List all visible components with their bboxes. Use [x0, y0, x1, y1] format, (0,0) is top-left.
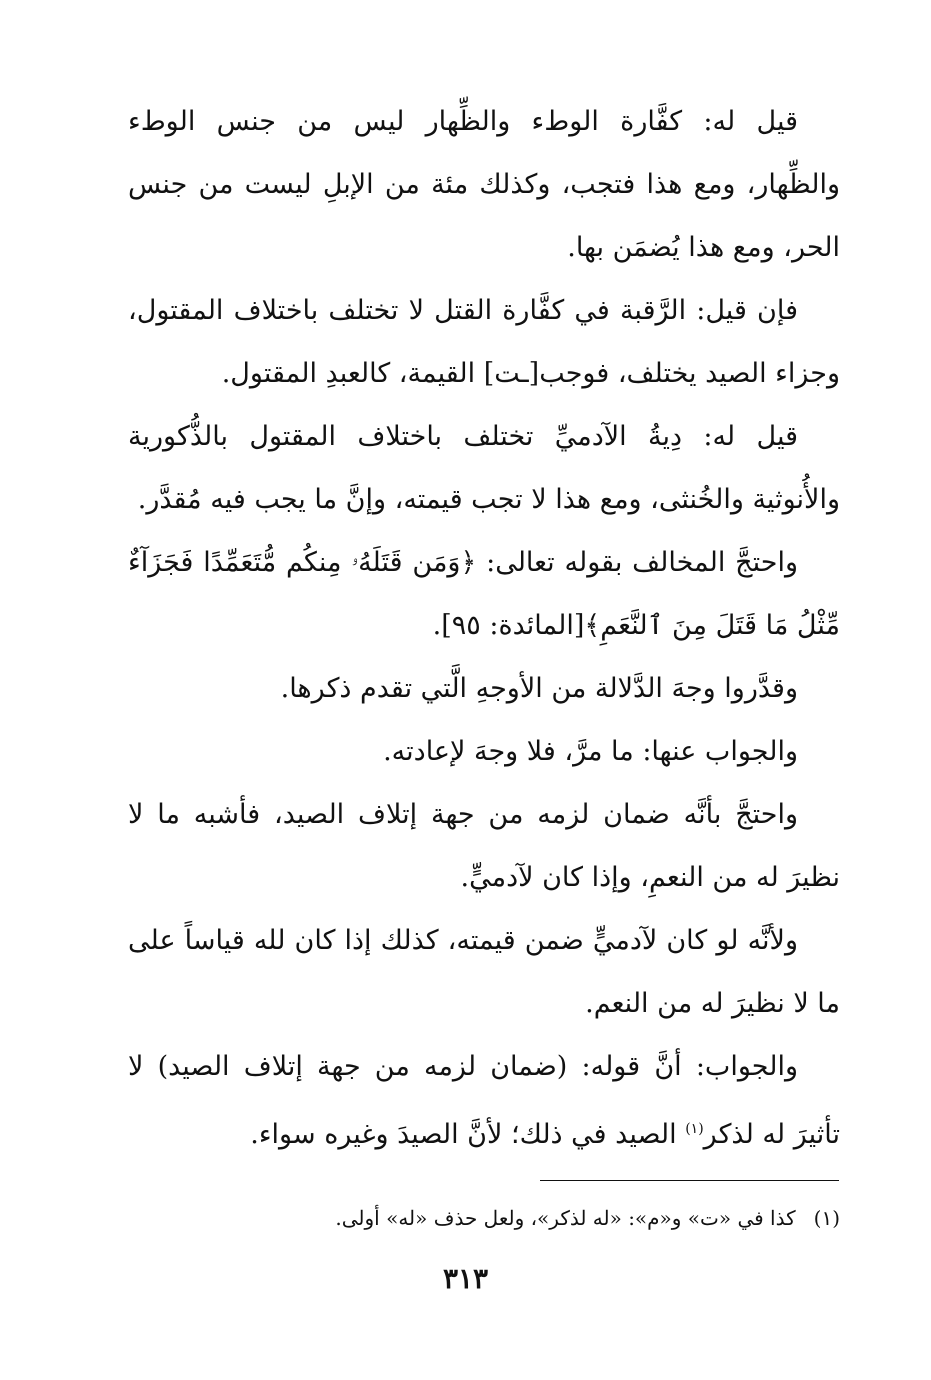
paragraph-8: ولأنَّه لو كان لآدميٍّ ضمن قيمته، كذلك إذا كان لله قياساً على ما لا نظيرَ له من النعم.	[128, 925, 840, 1019]
paragraph-9-start: والجواب: أنَّ قوله: (ضمان لزمه من جهة إتلاف الصيد) لا تأثيرَ له لذكر	[128, 1051, 840, 1150]
paragraph-4	[128, 531, 840, 657]
paragraph-9-end: الصيد في ذلك؛ لأنَّ الصيدَ وغيره سواء.	[250, 1119, 686, 1150]
footnote-reference: (١)	[685, 1121, 704, 1137]
paragraph-9	[128, 1035, 840, 1166]
paragraph-2: فإن قيل: الرَّقبة في كفَّارة القتل لا تختلف باختلاف المقتول، وجزاء الصيد يختلف، فوجب[ـت] القيمة، كالعبدِ المقتول.	[128, 295, 840, 389]
paragraph-3: قيل له: دِيةُ الآدميِّ تختلف باختلاف المقتول بالذُّكورية والأُنوثية والخُنثى، ومع هذا لا تجب قيمته، وإنَّ ما يجب فيه مُقدَّر.	[128, 421, 840, 515]
page-body	[128, 90, 840, 1166]
verse-reference: [المائدة: ٩٥].	[432, 610, 585, 641]
paragraph-7: واحتجَّ بأنَّه ضمان لزمه من جهة إتلاف الصيد، فأشبه ما لا نظيرَ له من النعمِ، وإذا كان لآدميٍّ.	[128, 799, 840, 893]
footnote-number: (١)	[813, 1206, 840, 1230]
paragraph-4-intro: واحتجَّ المخالف بقوله تعالى:	[476, 547, 798, 578]
quran-verse: ﴿وَمَن قَتَلَهُۥ مِنكُم مُّتَعَمِّدًا فَجَزَآءٌ مِّثْلُ مَا قَتَلَ مِنَ ٱلنَّعَمِ﴾	[128, 547, 840, 641]
paragraph-1: قيل له: كفَّارة الوطء والظِّهار ليس من جنس الوطء والظِّهار، ومع هذا فتجب، وكذلك مئة من الإبلِ ليست من جنس الحر، ومع هذا يُضمَن بها.	[128, 106, 840, 263]
paragraph-5: وقدَّروا وجهَ الدَّلالة من الأوجهِ الَّتي تقدم ذكرها.	[280, 673, 798, 704]
footnote-text: كذا في «ت» و«م»: «له لذكر»، ولعل حذف «له» أولى.	[335, 1206, 796, 1230]
paragraph-6: والجواب عنها: ما مرَّ، فلا وجهَ لإعادته.	[383, 736, 798, 767]
footnote	[128, 1200, 840, 1236]
page-number: ٣١٣	[442, 1262, 489, 1295]
footnote-divider	[540, 1180, 839, 1181]
